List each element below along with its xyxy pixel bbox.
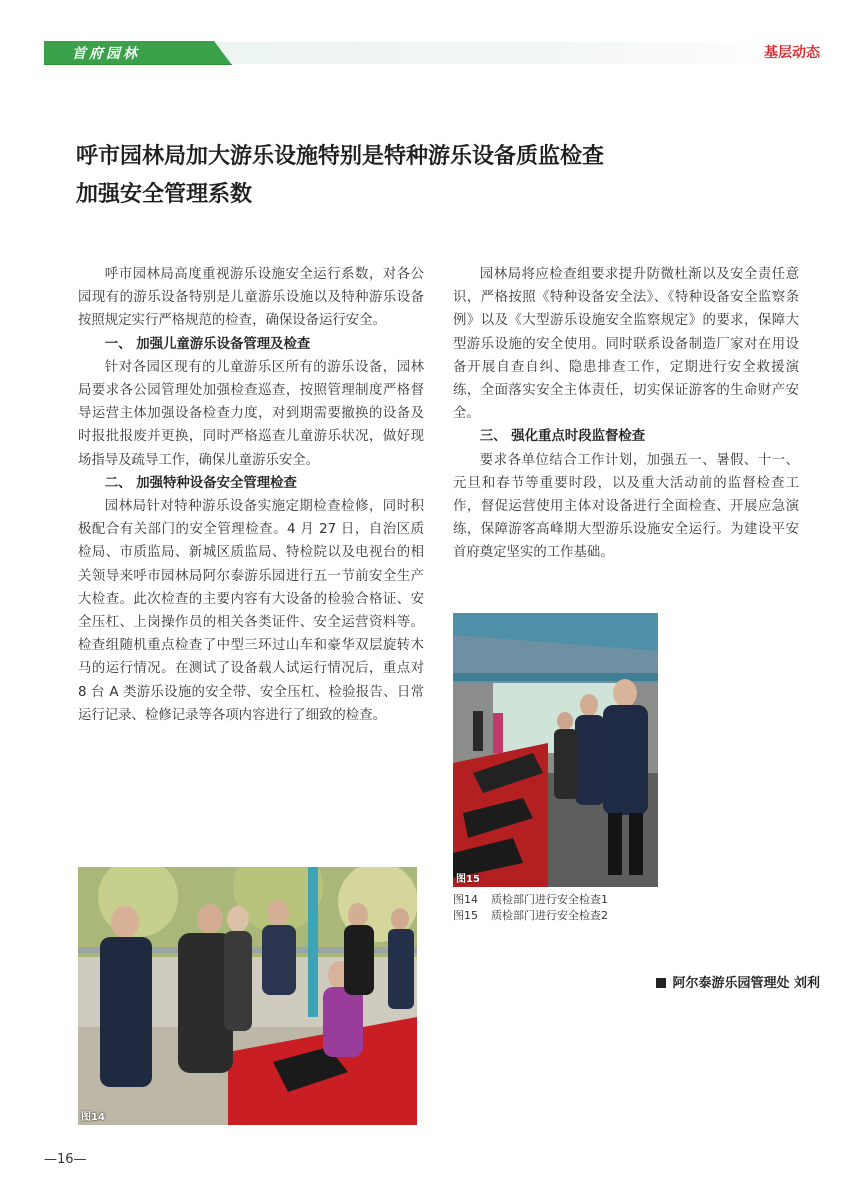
title-line-1: 呼市园林局加大游乐设施特别是特种游乐设备质监检查 <box>76 144 605 169</box>
section-heading: 一、 加强儿童游乐设备管理及检查 <box>104 336 311 352</box>
photo-fig14 <box>78 867 417 1125</box>
caption-number: 图15 <box>453 909 478 922</box>
paragraph: 园林局将应检查组要求提升防微杜渐以及安全责任意识，严格按照《特种设备安全法》、《特种设备安全监察条例》以及《大型游乐设施安全监察规定》的要求，保障大型游乐设施的安全使用。同时联系设备制造厂家对在用设备开展自查自纠、隐患排查工作，定期进行安全救援演练，全面落实安全主体责任，切实保证游客的生命财产安全。 <box>453 267 799 422</box>
author-credit <box>656 972 820 991</box>
page-number: —16— <box>44 1152 87 1167</box>
square-bullet-icon <box>656 978 666 988</box>
caption-row <box>453 892 608 908</box>
paragraph: 园林局针对特种游乐设备实施定期检查检修，同时积极配合有关部门的安全管理检查。4 月 27 日，自治区质检局、市质监局、新城区质监局、特检院以及电视台的相关领导来呼市园林局阿尔泰游乐园进行五一节前安全生产大检查。此次检查的主要内容有大设备的检验合格证、安全压杠、上岗操作员的相关各类证件、安全运营资料等。检查组随机重点检查了中型三环过山车和豪华双层旋转木马的运行情况。在测试了设备载人试运行情况后，重点对 8 台 A 类游乐设施的安全带、安全压杠、检验报告、日常运行记录、检修记录等各项内容进行了细致的检查。 <box>78 499 424 723</box>
left-column <box>78 263 424 727</box>
paragraph: 要求各单位结合工作计划，加强五一、暑假、十一、元旦和春节等重要时段，以及重大活动前的监督检查工作，督促运营使用主体对设备进行全面检查、开展应急演练，保障游客高峰期大型游乐设施安全运行。为建设平安首府奠定坚实的工作基础。 <box>453 452 799 561</box>
caption-number: 图14 <box>453 893 478 906</box>
photo-label: 图14 <box>81 1112 105 1123</box>
right-column <box>453 263 799 565</box>
caption-text: 质检部门进行安全检查2 <box>491 909 608 922</box>
title-line-2: 加强安全管理系数 <box>76 182 253 207</box>
caption-text: 质检部门进行安全检查1 <box>491 893 608 906</box>
photo-fig15 <box>453 613 658 887</box>
caption-row <box>453 908 608 924</box>
section-heading: 二、 加强特种设备安全管理检查 <box>104 475 297 491</box>
author-name: 阿尔泰游乐园管理处 刘利 <box>672 976 820 991</box>
photo-label: 图15 <box>456 874 480 885</box>
paragraph: 针对各园区现有的儿童游乐区所有的游乐设备，园林局要求各公园管理处加强检查巡查，按照管理制度严格督导运营主体加强设备检查力度，对到期需要撤换的设备及时报批报废并更换，同时严格巡查儿童游乐状况，做好现场指导及疏导工作，确保儿童游乐安全。 <box>78 359 424 468</box>
magazine-name: 首府园林 <box>72 46 140 62</box>
section-label: 基层动态 <box>764 45 820 61</box>
article-title <box>76 138 756 214</box>
photo-captions <box>453 892 608 924</box>
section-heading: 三、 强化重点时段监督检查 <box>479 429 646 445</box>
paragraph: 呼市园林局高度重视游乐设施安全运行系数，对各公园现有的游乐设备特别是儿童游乐设施以及特种游乐设备按照规定实行严格规范的检查，确保设备运行安全。 <box>78 267 424 329</box>
